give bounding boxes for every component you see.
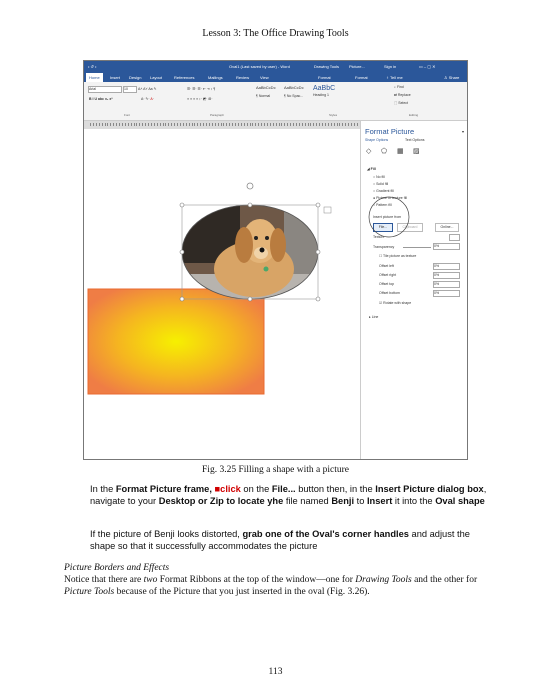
ruler-tick [244, 123, 245, 126]
ruler-tick [107, 123, 108, 126]
fill-section-header[interactable]: ◢ Fill [367, 167, 376, 171]
font-name-select[interactable] [88, 86, 122, 93]
ruler-tick [250, 123, 251, 126]
ruler-tick [168, 123, 169, 126]
font-size-value: 10 [124, 87, 128, 91]
tab-design[interactable]: Design [129, 75, 142, 80]
format-buttons[interactable]: B I U abc x₂ x² [89, 97, 113, 101]
style-normal-name: ¶ Normal [256, 94, 271, 98]
ruler-tick [348, 123, 349, 126]
b1-d: on the [240, 484, 272, 494]
window-controls[interactable]: ▭ – ▢ ✕ [419, 64, 436, 69]
instruction-2 [90, 528, 490, 552]
offset-left-label: Offset left [379, 264, 394, 268]
ruler-tick [183, 123, 184, 126]
tab-shape-options[interactable]: Shape Options [365, 138, 389, 142]
b1-k: Benji [331, 496, 355, 506]
ruler-tick [93, 123, 94, 126]
styles-group-label: Styles [329, 113, 338, 117]
paragraph-group-label: Paragraph [210, 113, 225, 117]
ruler-tick [131, 123, 132, 126]
figure-caption: Fig. 3.25 Filling a shape with a picture [202, 465, 349, 475]
ruler-tick [238, 123, 239, 126]
ruler-tick [264, 123, 265, 126]
ruler-tick [319, 123, 320, 126]
drawing-tools-context: Drawing Tools [314, 64, 340, 69]
ruler-tick [313, 123, 314, 126]
ruler-tick [212, 123, 213, 126]
offset-left-input[interactable] [433, 263, 460, 270]
ruler-tick [119, 123, 120, 126]
page-number: 113 [268, 667, 283, 677]
ruler-tick [241, 123, 242, 126]
offset-bottom-label: Offset bottom [379, 291, 400, 295]
tab-home[interactable]: Home [86, 73, 103, 82]
ruler-tick [165, 123, 166, 126]
ruler-tick [180, 123, 181, 126]
line-section-header[interactable]: ▸ Line [369, 315, 379, 319]
select-label: Select [398, 101, 409, 105]
window-title: Oval1 (Last saved by user) - Word [229, 64, 290, 69]
p-a: Notice that there are [64, 575, 144, 585]
ruler-tick [342, 123, 343, 126]
radio-no-fill[interactable]: ○ No fill [373, 175, 385, 179]
tab-format-drawing[interactable]: Format [318, 75, 331, 80]
ruler-tick [122, 123, 123, 126]
tab-format-picture[interactable]: Format [355, 75, 368, 80]
line-header-label: Line [371, 315, 379, 319]
quick-access-icons[interactable]: • ↺ • [88, 64, 97, 69]
ruler-tick [337, 123, 338, 126]
ruler-tick [151, 123, 152, 126]
radio-picture-fill[interactable]: ● Picture or texture fill [373, 196, 408, 200]
style-no-spacing[interactable] [284, 85, 310, 107]
ruler-tick [328, 123, 329, 126]
ruler-tick [221, 123, 222, 126]
ruler-tick [218, 123, 219, 126]
offset-right-value: 0% [434, 273, 440, 277]
b1-a: In the [90, 484, 116, 494]
ruler-tick [334, 123, 335, 126]
offset-top-value: 0% [434, 282, 440, 286]
ruler-tick [113, 123, 114, 126]
pattern-fill-label: Pattern fill [376, 203, 392, 207]
ruler-tick [345, 123, 346, 126]
online-button[interactable]: Online... [435, 223, 459, 232]
ruler-tick [302, 123, 303, 126]
drawing-area [84, 129, 360, 459]
ruler-tick [305, 123, 306, 126]
ruler-tick [203, 123, 204, 126]
pane-collapse-icon[interactable]: ▾ [462, 129, 465, 134]
ruler-tick [299, 123, 300, 126]
instruction-1 [90, 483, 490, 507]
title-bar [84, 61, 467, 73]
ruler-tick [142, 123, 143, 126]
picture-tools-context: Picture... [349, 64, 365, 69]
ruler-tick [252, 123, 253, 126]
font-size-select[interactable] [123, 86, 137, 93]
ruler-tick [209, 123, 210, 126]
rotate-label: Rotate with shape [383, 301, 412, 305]
ruler-tick [267, 123, 268, 126]
ruler-tick [258, 123, 259, 126]
tile-checkbox[interactable]: ☐ Tile picture as texture [379, 254, 417, 258]
gradient-rectangle[interactable] [88, 289, 264, 394]
tab-insert[interactable]: Insert [110, 75, 121, 80]
ruler-tick [90, 123, 91, 126]
sign-in-link[interactable]: Sign in [384, 64, 397, 69]
format-picture-pane [360, 121, 468, 459]
tab-view[interactable]: View [260, 75, 269, 80]
picture-fill-label: Picture or texture fill [376, 196, 408, 200]
ruler-tick [171, 123, 172, 126]
ruler-tick [351, 123, 352, 126]
clipboard-button[interactable]: Clipboard [397, 223, 423, 232]
ruler-tick [279, 123, 280, 126]
ruler-tick [128, 123, 129, 126]
style-heading-name: Heading 1 [313, 93, 329, 97]
tab-text-options[interactable]: Text Options [405, 138, 425, 142]
font-name-value: Arial [89, 87, 97, 91]
offset-top-input[interactable] [433, 281, 460, 288]
replace-button[interactable]: ⇄ Replace [394, 93, 411, 97]
solid-fill-label: Solid fill [376, 182, 389, 186]
ruler-tick [102, 123, 103, 126]
style-heading-sample: AaBbC [313, 85, 336, 92]
picture-icon[interactable]: ▨ [413, 148, 420, 155]
ruler-tick [281, 123, 282, 126]
texture-label: Texture [373, 235, 385, 239]
p-g: because of the Picture that you just inserted in the oval (Fig. 3.26). [114, 587, 370, 597]
ruler-tick [287, 123, 288, 126]
ribbon-tabs [84, 73, 467, 82]
style-no-spacing-sample: AaBbCcDc [284, 85, 304, 90]
ruler-tick [125, 123, 126, 126]
document-canvas[interactable] [84, 129, 360, 459]
ruler-tick [189, 123, 190, 126]
no-fill-label: No fill [376, 175, 385, 179]
ruler-tick [284, 123, 285, 126]
style-normal-sample: AaBbCcDc [256, 85, 276, 90]
layout-options-icon[interactable] [324, 207, 331, 213]
ruler-tick [235, 123, 236, 126]
word-screenshot [83, 60, 468, 460]
b2-a: If the picture of Benji looks distorted, [90, 529, 243, 539]
tab-layout[interactable]: Layout [150, 75, 163, 80]
replace-label: Replace [397, 93, 411, 97]
b1-click: ■click [214, 484, 241, 494]
ruler-tick [293, 123, 294, 126]
ribbon-home [84, 82, 467, 121]
ruler-tick [331, 123, 332, 126]
ruler-tick [116, 123, 117, 126]
ruler-tick [148, 123, 149, 126]
radio-pattern-fill[interactable]: ○ Pattern fill [373, 203, 392, 207]
ruler-tick [261, 123, 262, 126]
ruler-tick [186, 123, 187, 126]
b1-n: it into the [392, 496, 436, 506]
body-paragraph [64, 574, 494, 598]
ruler-tick [105, 123, 106, 126]
editing-group-label: Editing [409, 113, 419, 117]
b1-c: click [220, 484, 241, 494]
transparency-value: 0% [434, 244, 440, 248]
ruler-tick [270, 123, 271, 126]
ruler-tick [136, 123, 137, 126]
fill-line-icon[interactable]: ◇ [366, 148, 372, 155]
rotate-checkbox[interactable]: ☑ Rotate with shape [379, 301, 412, 305]
ruler-tick [215, 123, 216, 126]
b2-b: grab one of the Oval's corner handles [242, 529, 409, 539]
b1-j: file named [283, 496, 332, 506]
ruler-tick [197, 123, 198, 126]
tile-label: Tile picture as texture [383, 254, 417, 258]
texture-picker[interactable] [449, 234, 460, 241]
p-e: and the other for [411, 575, 478, 585]
section-heading: Picture Borders and Effects [64, 563, 170, 573]
ruler-tick [174, 123, 175, 126]
file-button[interactable]: File... [373, 223, 393, 232]
transparency-input[interactable] [433, 243, 460, 250]
ruler-tick [357, 123, 358, 126]
ruler-tick [290, 123, 291, 126]
ruler-tick [226, 123, 227, 126]
b2-c: and adjust the shape so that it successfully accommodates the picture [90, 529, 470, 551]
tab-references[interactable]: References [174, 75, 195, 80]
transparency-label: Transparency [373, 245, 395, 249]
select-button[interactable]: ⬚ Select [394, 101, 409, 105]
offset-bottom-input[interactable] [433, 290, 460, 297]
find-button[interactable]: ⌕ Find [394, 85, 404, 89]
ruler-tick [354, 123, 355, 126]
ruler-tick [223, 123, 224, 126]
b1-b: Format Picture frame, [115, 484, 215, 494]
ruler-tick [157, 123, 158, 126]
pane-title: Format Picture [365, 127, 415, 136]
share-label: Share [448, 75, 460, 80]
ruler-tick [145, 123, 146, 126]
offset-top-label: Offset top [379, 282, 395, 286]
effects-icon[interactable]: ⬠ [381, 148, 388, 155]
ruler-tick [273, 123, 274, 126]
align-icons[interactable]: ≡ ≡ ≡ ≡ ↕· ◩· ⊞· [187, 97, 213, 101]
ruler-tick [194, 123, 195, 126]
ruler-tick [110, 123, 111, 126]
highlight-circle [367, 195, 411, 239]
layout-properties-icon[interactable]: ▦ [397, 148, 404, 155]
radio-solid-fill[interactable]: ○ Solid fill [373, 182, 389, 186]
text-effects-icons[interactable]: A· ✎· A· [141, 97, 154, 101]
tell-me-label: Tell me [390, 75, 403, 80]
style-no-spacing-name: ¶ No Spac... [284, 94, 304, 98]
font-grow-shrink-icons[interactable]: A˄ A˅ Aa ✎ [138, 87, 157, 91]
b1-g: Insert Picture dialog box [375, 484, 484, 494]
tab-review[interactable]: Review [236, 75, 250, 80]
style-normal[interactable] [256, 85, 282, 107]
b1-l: to [354, 496, 367, 506]
p-b: two [143, 575, 158, 585]
radio-gradient-fill[interactable]: ○ Gradient fill [373, 189, 394, 193]
ruler-tick [308, 123, 309, 126]
ruler-tick [276, 123, 277, 126]
ruler-tick [232, 123, 233, 126]
offset-bottom-value: 0% [434, 291, 440, 295]
offset-left-value: 0% [434, 264, 440, 268]
ruler-tick [96, 123, 97, 126]
b1-h: , navigate to your [90, 484, 487, 506]
page-header: Lesson 3: The Office Drawing Tools [202, 28, 349, 39]
offset-right-label: Offset right [379, 273, 397, 277]
ruler-tick [229, 123, 230, 126]
b1-o: Oval shape [435, 496, 485, 506]
font-group-label: Font [124, 113, 131, 117]
p-c: Format Ribbons at the top of the window—one for [157, 575, 356, 585]
gradient-fill-label: Gradient fill [376, 189, 394, 193]
p-d: Drawing Tools [355, 575, 412, 585]
ruler-tick [316, 123, 317, 126]
ruler-tick [160, 123, 161, 126]
ruler-tick [255, 123, 256, 126]
share-button[interactable]: ♙ Share [444, 75, 460, 80]
ruler-tick [322, 123, 323, 126]
b1-i: Desktop or Zip to locate yhe [158, 496, 284, 506]
ruler-tick [206, 123, 207, 126]
style-heading-1[interactable] [313, 85, 339, 107]
ruler-tick [177, 123, 178, 126]
tell-me-box[interactable]: ♀ Tell me [386, 75, 403, 80]
ruler-tick [192, 123, 193, 126]
list-icons[interactable]: ☰· ☰· ☰· ⇤ ⇥ ↕ ¶ [187, 87, 216, 91]
ruler-tick [99, 123, 100, 126]
p-f: Picture Tools [64, 587, 115, 597]
ruler-tick [134, 123, 135, 126]
b1-m: Insert [366, 496, 393, 506]
ruler-tick [247, 123, 248, 126]
ruler-tick [339, 123, 340, 126]
b1-f: button then, in the [295, 484, 376, 494]
ruler-tick [154, 123, 155, 126]
fill-header-label: Fill [370, 167, 376, 171]
rotate-handle-icon[interactable] [247, 183, 253, 189]
ruler-tick [200, 123, 201, 126]
ruler-tick [325, 123, 326, 126]
ruler-tick [310, 123, 311, 126]
b1-e: File... [271, 484, 296, 494]
transparency-slider[interactable] [403, 247, 431, 248]
ruler-tick [296, 123, 297, 126]
find-label: Find [396, 85, 404, 89]
offset-right-input[interactable] [433, 272, 460, 279]
tab-mailings[interactable]: Mailings [208, 75, 223, 80]
ruler-tick [139, 123, 140, 126]
ruler-tick [163, 123, 164, 126]
insert-from-label: Insert picture from [373, 215, 402, 219]
